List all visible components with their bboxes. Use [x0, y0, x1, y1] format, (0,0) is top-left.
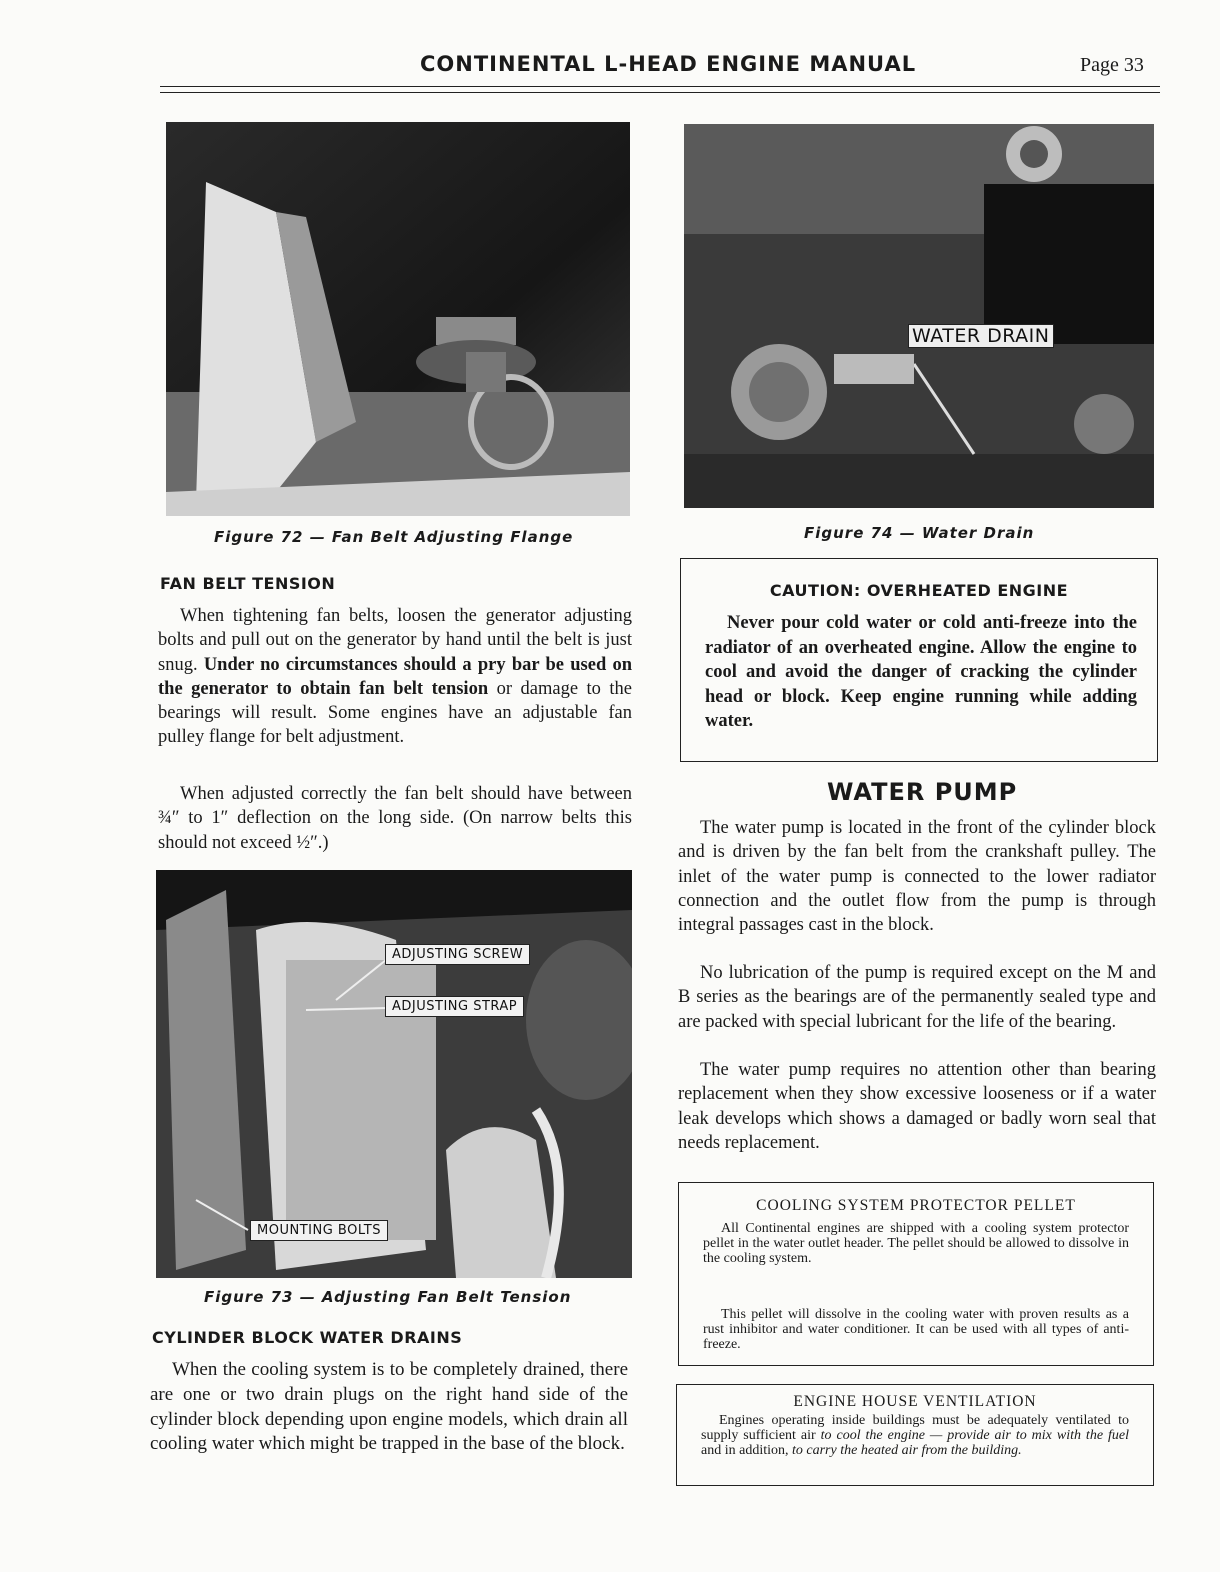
water-pump-paragraph-2: No lubrication of the pump is required except on the M and B series as the bearings are of the permanently sealed type and are packed with special lubricant for the life of the bearing.	[678, 963, 1156, 1032]
water-pump-heading: WATER PUMP	[827, 778, 1018, 806]
header-rule-bottom	[160, 92, 1160, 93]
figure-73-photo	[156, 870, 632, 1278]
page-number: Page 33	[1080, 54, 1144, 76]
ventilation-paragraph: Engines operating inside buildings must be adequately ventilated to supply sufficient air to cool the engine — provide air to mix with the fuel and in addition, to carry the heated air from the building.	[701, 1413, 1129, 1459]
ventilation-box	[676, 1384, 1154, 1486]
pellet-paragraph-2: This pellet will dissolve in the cooling water with proven results as a rust inhibitor and water conditioner. It can be used with all types of anti-freeze.	[703, 1307, 1129, 1353]
fan-belt-paragraph-2: When adjusted correctly the fan belt should have between ¾″ to 1″ deflection on the long side. (On narrow belts this should not exceed ½″.)	[158, 784, 632, 853]
water-pump-paragraph-1: The water pump is located in the front of the cylinder block and is driven by the fan belt from the crankshaft pulley. The inlet of the water pump is connected to the lower radiator connection and the outlet flow from the pump is through integral passages cast in the block.	[678, 818, 1156, 936]
page-header-title: CONTINENTAL L-HEAD ENGINE MANUAL	[420, 52, 917, 76]
water-drain-label: WATER DRAIN	[908, 324, 1054, 348]
caution-text: Never pour cold water or cold anti-freeze into the radiator of an overheated engine. Allow the engine to cool and avoid the danger of cracking the cylinder head or block. Keep engine running while adding water.	[705, 613, 1137, 731]
pellet-title: COOLING SYSTEM PROTECTOR PELLET	[756, 1197, 1076, 1214]
ventilation-title: ENGINE HOUSE VENTILATION	[793, 1393, 1037, 1410]
figure-74-caption: Figure 74 — Water Drain	[804, 524, 1035, 542]
pellet-paragraph-1: All Continental engines are shipped with a cooling system protector pellet in the water outlet header. The pellet should be allowed to dissolve in the cooling system.	[703, 1221, 1129, 1267]
caution-title: CAUTION: OVERHEATED ENGINE	[769, 581, 1069, 600]
pellet-box	[678, 1182, 1154, 1366]
header-rule-top	[160, 86, 1160, 87]
callout-adjusting-screw: ADJUSTING SCREW	[385, 944, 530, 965]
drains-paragraph: When the cooling system is to be completely drained, there are one or two drain plugs on the right hand side of the cylinder block depending upon engine models, which drain all cooling water which might be trapped in the base of the block.	[150, 1359, 628, 1455]
callout-mounting-bolts: MOUNTING BOLTS	[250, 1220, 388, 1241]
callout-adjusting-strap: ADJUSTING STRAP	[385, 996, 524, 1017]
fan-belt-paragraph-1: When tightening fan belts, loosen the generator adjusting bolts and pull out on the generator by hand until the belt is just snug. Under no circumstances should a pry bar be used on the generator to obtain fan belt tension or damage to the bearings will result. Some engines have an adjustable fan pulley flange for belt adjustment.	[158, 606, 633, 748]
fan-belt-heading: FAN BELT TENSION	[160, 574, 336, 593]
water-pump-paragraph-3: The water pump requires no attention other than bearing replacement when they show excessive looseness or if a water leak develops which shows a damaged or badly worn seal that needs replacement.	[678, 1060, 1156, 1153]
drains-heading: CYLINDER BLOCK WATER DRAINS	[152, 1328, 463, 1347]
figure-74-photo	[684, 124, 1154, 508]
figure-72-caption: Figure 72 — Fan Belt Adjusting Flange	[214, 528, 574, 546]
figure-73-caption: Figure 73 — Adjusting Fan Belt Tension	[204, 1288, 572, 1306]
caution-box	[680, 558, 1158, 762]
figure-72-photo	[166, 122, 630, 516]
